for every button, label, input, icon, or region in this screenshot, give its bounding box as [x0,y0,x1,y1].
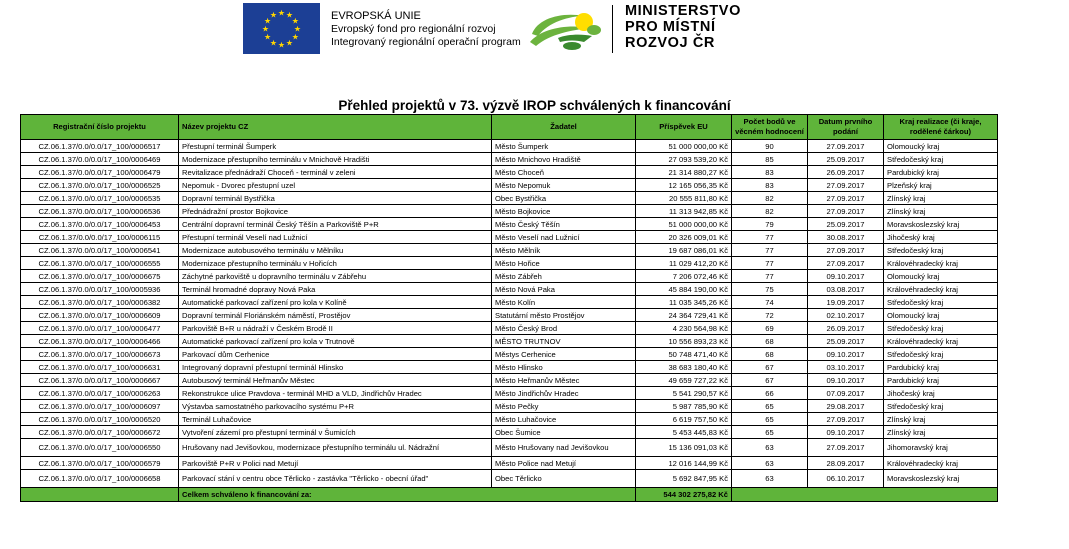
eu-star-icon: ★ [285,38,294,48]
total-empty-cell [732,488,998,502]
applicant-cell: Město Pečky [492,400,636,413]
date-cell: 27.09.2017 [808,179,884,192]
applicant-cell: Město Šumperk [492,140,636,153]
points-cell: 67 [732,374,808,387]
date-cell: 27.09.2017 [808,257,884,270]
applicant-cell: Město Heřmanův Městec [492,374,636,387]
table-row [21,283,998,296]
eu-contribution-cell: 11 035 345,26 Kč [636,296,732,309]
eu-contribution-cell: 19 687 086,01 Kč [636,244,732,257]
reg-number-cell: CZ.06.1.37/0.0/0.0/17_100/0006541 [21,244,179,257]
reg-number-cell: CZ.06.1.37/0.0/0.0/17_100/0006667 [21,374,179,387]
eu-contribution-cell: 5 453 445,83 Kč [636,426,732,439]
date-cell: 27.09.2017 [808,439,884,457]
date-cell: 09.10.2017 [808,348,884,361]
applicant-cell: Město Český Brod [492,322,636,335]
col-header-eu-contribution: Příspěvek EU [636,115,732,140]
region-cell: Středočeský kraj [884,296,998,309]
points-cell: 90 [732,140,808,153]
points-cell: 65 [732,400,808,413]
mmr-text-block [625,3,741,51]
date-cell: 27.09.2017 [808,244,884,257]
reg-number-cell: CZ.06.1.37/0.0/0.0/17_100/0006466 [21,335,179,348]
applicant-cell: Město Mělník [492,244,636,257]
date-cell: 02.10.2017 [808,309,884,322]
reg-number-cell: CZ.06.1.37/0.0/0.0/17_100/0006097 [21,400,179,413]
reg-number-cell: CZ.06.1.37/0.0/0.0/17_100/0006631 [21,361,179,374]
eu-star-icon: ★ [261,24,270,34]
project-name-cell: Autobusový terminál Heřmanův Městec [179,374,492,387]
date-cell: 27.09.2017 [808,205,884,218]
points-cell: 79 [732,218,808,231]
date-cell: 27.09.2017 [808,192,884,205]
eu-contribution-cell: 15 136 091,03 Kč [636,439,732,457]
total-empty-cell [21,488,179,502]
project-name-cell: Automatické parkovací zařízení pro kola v Kolíně [179,296,492,309]
project-name-cell: Parkoviště B+R u nádraží v Českém Brodě II [179,322,492,335]
reg-number-cell: CZ.06.1.37/0.0/0.0/17_100/0006382 [21,296,179,309]
applicant-cell: Město Bojkovice [492,205,636,218]
eu-contribution-cell: 24 364 729,41 Kč [636,309,732,322]
eu-line-2: Evropský fond pro regionální rozvoj [331,23,496,35]
project-name-cell: Parkovací dům Cerhenice [179,348,492,361]
date-cell: 25.09.2017 [808,153,884,166]
project-name-cell: Dopravní terminál Bystřička [179,192,492,205]
table-row [21,140,998,153]
date-cell: 27.09.2017 [808,413,884,426]
project-name-cell: Terminál hromadné dopravy Nová Paka [179,283,492,296]
region-cell: Královéhradecký kraj [884,457,998,470]
date-cell: 30.08.2017 [808,231,884,244]
points-cell: 66 [732,387,808,400]
region-cell: Královéhradecký kraj [884,257,998,270]
reg-number-cell: CZ.06.1.37/0.0/0.0/17_100/0006520 [21,413,179,426]
reg-number-cell: CZ.06.1.37/0.0/0.0/17_100/0006579 [21,457,179,470]
table-row [21,439,998,457]
reg-number-cell: CZ.06.1.37/0.0/0.0/17_100/0005936 [21,283,179,296]
eu-text-block [331,10,521,49]
total-value: 544 302 275,82 Kč [636,488,732,502]
reg-number-cell: CZ.06.1.37/0.0/0.0/17_100/0006609 [21,309,179,322]
mmr-divider [612,5,613,53]
table-row [21,270,998,283]
points-cell: 77 [732,257,808,270]
project-name-cell: Automatické parkovací zařízení pro kola v Trutnově [179,335,492,348]
region-cell: Královéhradecký kraj [884,335,998,348]
table-row [21,387,998,400]
project-name-cell: Výstavba samostatného parkovacího systému P+R [179,400,492,413]
eu-contribution-cell: 5 541 290,57 Kč [636,387,732,400]
col-header-reg: Registrační číslo projektu [21,115,179,140]
table-row [21,244,998,257]
table-row [21,218,998,231]
project-name-cell: Rekonstrukce ulice Pravdova - terminál MHD a VLD, Jindřichův Hradec [179,387,492,400]
table-header-row [21,115,998,140]
region-cell: Středočeský kraj [884,244,998,257]
applicant-cell: Město Nepomuk [492,179,636,192]
eu-star-icon: ★ [264,32,272,42]
applicant-cell: Město Choceň [492,166,636,179]
reg-number-cell: CZ.06.1.37/0.0/0.0/17_100/0006469 [21,153,179,166]
reg-number-cell: CZ.06.1.37/0.0/0.0/17_100/0006453 [21,218,179,231]
eu-contribution-cell: 27 093 539,20 Kč [636,153,732,166]
eu-star-icon: ★ [264,16,272,26]
table-row [21,192,998,205]
projects-table [20,114,998,502]
table-row [21,205,998,218]
points-cell: 85 [732,153,808,166]
mmr-logo [528,8,608,52]
date-cell: 25.09.2017 [808,335,884,348]
project-name-cell: Hrušovany nad Jevišovkou, modernizace přestupního terminálu ul. Nádražní [179,439,492,457]
points-cell: 68 [732,348,808,361]
points-cell: 83 [732,166,808,179]
date-cell: 26.09.2017 [808,322,884,335]
eu-star-icon: ★ [277,8,286,18]
eu-contribution-cell: 11 313 942,85 Kč [636,205,732,218]
date-cell: 09.10.2017 [808,374,884,387]
date-cell: 19.09.2017 [808,296,884,309]
mmr-line-3: ROZVOJ ČR [625,35,715,51]
points-cell: 63 [732,439,808,457]
col-header-region: Kraj realizace (či kraje, rodělené čárkou) [884,115,998,140]
region-cell: Zlínský kraj [884,205,998,218]
applicant-cell: Obec Těrlicko [492,470,636,488]
table-row [21,309,998,322]
reg-number-cell: CZ.06.1.37/0.0/0.0/17_100/0006479 [21,166,179,179]
applicant-cell: Město Český Těšín [492,218,636,231]
reg-number-cell: CZ.06.1.37/0.0/0.0/17_100/0006675 [21,270,179,283]
table-row [21,335,998,348]
eu-star-icon: ★ [291,32,299,42]
applicant-cell: Město Hořice [492,257,636,270]
region-cell: Středočeský kraj [884,322,998,335]
applicant-cell: Město Mnichovo Hradiště [492,153,636,166]
eu-contribution-cell: 11 029 412,20 Kč [636,257,732,270]
reg-number-cell: CZ.06.1.37/0.0/0.0/17_100/0006536 [21,205,179,218]
applicant-cell: Obec Bystřička [492,192,636,205]
applicant-cell: Město Kolín [492,296,636,309]
table-row [21,348,998,361]
points-cell: 63 [732,470,808,488]
region-cell: Jihočeský kraj [884,231,998,244]
reg-number-cell: CZ.06.1.37/0.0/0.0/17_100/0006535 [21,192,179,205]
points-cell: 77 [732,231,808,244]
reg-number-cell: CZ.06.1.37/0.0/0.0/17_100/0006525 [21,179,179,192]
region-cell: Plzeňský kraj [884,179,998,192]
col-header-date: Datum prvního podání [808,115,884,140]
region-cell: Moravskoslezský kraj [884,470,998,488]
project-name-cell: Vytvoření zázemí pro přestupní terminál v Šumicích [179,426,492,439]
project-name-cell: Revitalizace přednádraží Choceň - terminál v zeleni [179,166,492,179]
total-label: Celkem schváleno k financování za: [179,488,636,502]
reg-number-cell: CZ.06.1.37/0.0/0.0/17_100/0006550 [21,439,179,457]
table-row [21,374,998,387]
reg-number-cell: CZ.06.1.37/0.0/0.0/17_100/0006658 [21,470,179,488]
eu-star-icon: ★ [291,16,299,26]
region-cell: Pardubický kraj [884,374,998,387]
date-cell: 09.10.2017 [808,426,884,439]
eu-contribution-cell: 49 659 727,22 Kč [636,374,732,387]
region-cell: Pardubický kraj [884,361,998,374]
project-name-cell: Parkoviště P+R v Polici nad Metují [179,457,492,470]
points-cell: 77 [732,244,808,257]
points-cell: 65 [732,426,808,439]
eu-contribution-cell: 6 619 757,50 Kč [636,413,732,426]
region-cell: Zlínský kraj [884,413,998,426]
date-cell: 06.10.2017 [808,470,884,488]
eu-contribution-cell: 21 314 880,27 Kč [636,166,732,179]
table-row [21,413,998,426]
date-cell: 27.09.2017 [808,140,884,153]
eu-line-1: EVROPSKÁ UNIE [331,10,421,22]
project-name-cell: Nepomuk - Dvorec přestupní uzel [179,179,492,192]
eu-contribution-cell: 20 326 009,01 Kč [636,231,732,244]
applicant-cell: Město Hrušovany nad Jevišovkou [492,439,636,457]
eu-contribution-cell: 12 165 056,35 Kč [636,179,732,192]
applicant-cell: Město Hlinsko [492,361,636,374]
table-row [21,457,998,470]
applicant-cell: Město Luhačovice [492,413,636,426]
reg-number-cell: CZ.06.1.37/0.0/0.0/17_100/0006477 [21,322,179,335]
applicant-cell: Obec Šumice [492,426,636,439]
date-cell: 09.10.2017 [808,270,884,283]
table-row [21,470,998,488]
date-cell: 03.08.2017 [808,283,884,296]
date-cell: 29.08.2017 [808,400,884,413]
applicant-cell: Město Zábřeh [492,270,636,283]
eu-flag-logo [243,3,320,54]
reg-number-cell: CZ.06.1.37/0.0/0.0/17_100/0006263 [21,387,179,400]
col-header-name: Název projektu CZ [179,115,492,140]
mmr-line-2: PRO MÍSTNÍ [625,19,716,35]
points-cell: 82 [732,205,808,218]
points-cell: 82 [732,192,808,205]
table-row [21,296,998,309]
table-row [21,153,998,166]
eu-contribution-cell: 10 556 893,23 Kč [636,335,732,348]
table-row [21,179,998,192]
reg-number-cell: CZ.06.1.37/0.0/0.0/17_100/0006673 [21,348,179,361]
date-cell: 07.09.2017 [808,387,884,400]
region-cell: Olomoucký kraj [884,270,998,283]
project-name-cell: Přestupní terminál Šumperk [179,140,492,153]
table-row [21,426,998,439]
table-row [21,166,998,179]
eu-star-icon: ★ [269,38,278,48]
eu-contribution-cell: 51 000 000,00 Kč [636,218,732,231]
col-header-applicant: Žadatel [492,115,636,140]
eu-contribution-cell: 45 884 190,00 Kč [636,283,732,296]
eu-contribution-cell: 38 683 180,40 Kč [636,361,732,374]
project-name-cell: Parkovací stání v centru obce Těrlicko - zastávka "Těrlicko - obecní úřad" [179,470,492,488]
applicant-cell: MĚSTO TRUTNOV [492,335,636,348]
points-cell: 75 [732,283,808,296]
points-cell: 74 [732,296,808,309]
table-row [21,257,998,270]
points-cell: 69 [732,322,808,335]
points-cell: 63 [732,457,808,470]
region-cell: Zlínský kraj [884,192,998,205]
project-name-cell: Modernizace přestupního terminálu v Hořicích [179,257,492,270]
region-cell: Jihomoravský kraj [884,439,998,457]
reg-number-cell: CZ.06.1.37/0.0/0.0/17_100/0006555 [21,257,179,270]
col-header-points: Počet bodů ve věcném hodnocení [732,115,808,140]
region-cell: Středočeský kraj [884,400,998,413]
eu-contribution-cell: 4 230 564,98 Kč [636,322,732,335]
eu-contribution-cell: 20 555 811,80 Kč [636,192,732,205]
eu-star-icon: ★ [277,40,286,50]
mmr-line-1: MINISTERSTVO [625,3,741,19]
date-cell: 26.09.2017 [808,166,884,179]
region-cell: Pardubický kraj [884,166,998,179]
reg-number-cell: CZ.06.1.37/0.0/0.0/17_100/0006115 [21,231,179,244]
project-name-cell: Dopravní terminál Floriánském náměstí, Prostějov [179,309,492,322]
reg-number-cell: CZ.06.1.37/0.0/0.0/17_100/0006517 [21,140,179,153]
region-cell: Olomoucký kraj [884,140,998,153]
applicant-cell: Statutární město Prostějov [492,309,636,322]
points-cell: 72 [732,309,808,322]
points-cell: 67 [732,361,808,374]
eu-contribution-cell: 7 206 072,46 Kč [636,270,732,283]
eu-contribution-cell: 5 692 847,95 Kč [636,470,732,488]
table-row [21,361,998,374]
region-cell: Středočeský kraj [884,153,998,166]
points-cell: 77 [732,270,808,283]
table-row [21,322,998,335]
region-cell: Středočeský kraj [884,348,998,361]
applicant-cell: Městys Cerhenice [492,348,636,361]
date-cell: 03.10.2017 [808,361,884,374]
page-header [0,0,1069,92]
eu-star-icon: ★ [293,24,302,34]
eu-contribution-cell: 51 000 000,00 Kč [636,140,732,153]
project-name-cell: Centrální dopravní terminál Český Těšín a Parkoviště P+R [179,218,492,231]
table-row [21,400,998,413]
project-name-cell: Přednádražní prostor Bojkovice [179,205,492,218]
project-name-cell: Terminál Luhačovice [179,413,492,426]
reg-number-cell: CZ.06.1.37/0.0/0.0/17_100/0006672 [21,426,179,439]
applicant-cell: Město Veselí nad Lužnicí [492,231,636,244]
eu-contribution-cell: 5 987 785,90 Kč [636,400,732,413]
applicant-cell: Město Police nad Metují [492,457,636,470]
eu-star-icon: ★ [285,10,294,20]
eu-line-3: Integrovaný regionální operační program [331,36,521,48]
date-cell: 25.09.2017 [808,218,884,231]
page-title: Přehled projektů v 73. výzvě IROP schválených k financování [338,98,731,113]
region-cell: Královéhradecký kraj [884,283,998,296]
region-cell: Olomoucký kraj [884,309,998,322]
region-cell: Moravskoslezský kraj [884,218,998,231]
project-name-cell: Záchytné parkoviště u dopravního terminálu v Zábřehu [179,270,492,283]
table-row [21,231,998,244]
eu-star-icon: ★ [269,10,278,20]
applicant-cell: Město Jindřichův Hradec [492,387,636,400]
project-name-cell: Přestupní terminál Veselí nad Lužnicí [179,231,492,244]
region-cell: Jihočeský kraj [884,387,998,400]
points-cell: 83 [732,179,808,192]
points-cell: 65 [732,413,808,426]
date-cell: 28.09.2017 [808,457,884,470]
total-row [21,488,998,502]
region-cell: Zlínský kraj [884,426,998,439]
project-name-cell: Integrovaný dopravní přestupní terminál Hlinsko [179,361,492,374]
project-name-cell: Modernizace autobusového terminálu v Mělníku [179,244,492,257]
eu-contribution-cell: 50 748 471,40 Kč [636,348,732,361]
points-cell: 68 [732,335,808,348]
applicant-cell: Město Nová Paka [492,283,636,296]
project-name-cell: Modernizace přestupního terminálu v Mnichově Hradišti [179,153,492,166]
eu-contribution-cell: 12 016 144,99 Kč [636,457,732,470]
